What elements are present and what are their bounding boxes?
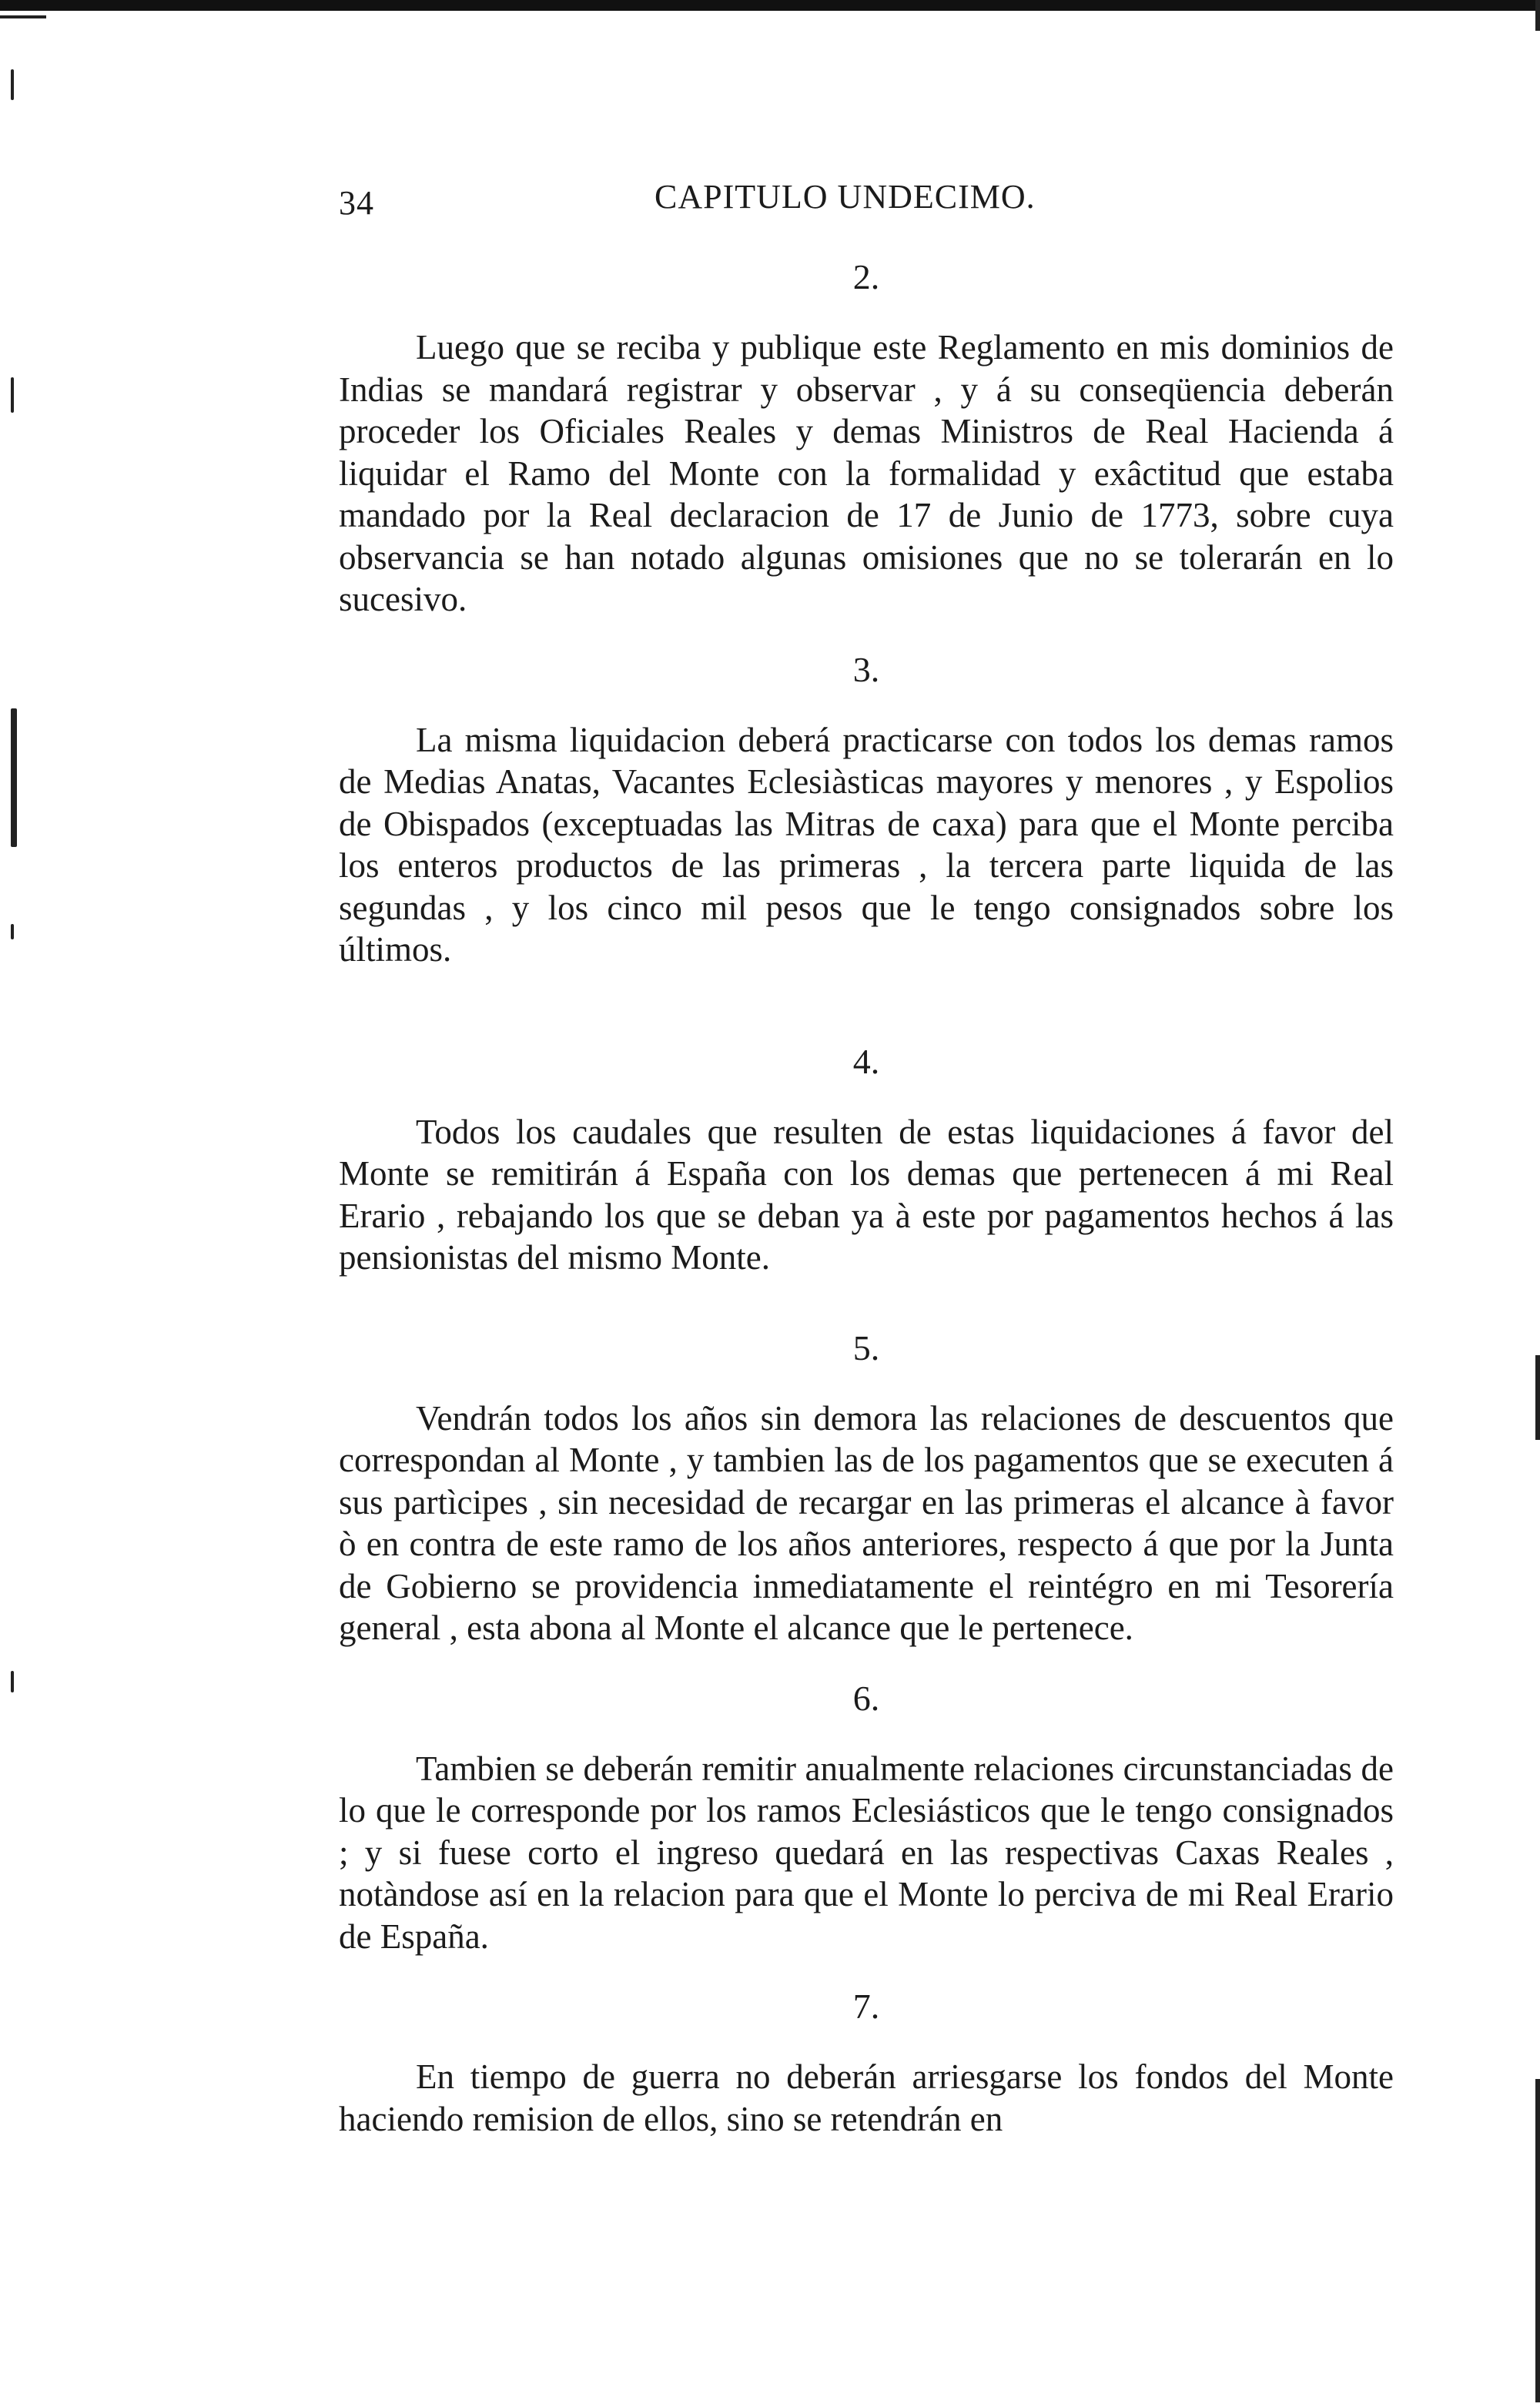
article-paragraph: Vendrán todos los años sin demora las relaciones de descuentos que correspondan al Monte , y tambien las de los pagamentos que se executen á sus partìcipes , sin necesidad de recargar en las primeras el alcance à favor ò en contra de este ramo de los años anteriores, respecto á que por la Junta de Gobierno se providencia inmediatamente el reintégro en mi Tesorería general , esta abona al Monte el alcance que le pertenece.	[339, 1398, 1394, 1647]
margin-speck	[11, 69, 14, 100]
article-paragraph: La misma liquidacion deberá practicarse con todos los demas ramos de Medias Anatas, Vacantes Eclesiàsticas mayores y menores , y Espolios de Obispados (exceptuadas las Mitras de caxa) para que el Monte perciba los enteros productos de las primeras , la tercera parte liquida de las segundas , y los cinco mil pesos que le tengo consignados sobre los últimos.	[339, 720, 1394, 969]
margin-speck	[11, 924, 14, 939]
article-paragraph: Todos los caudales que resulten de estas liquidaciones á favor del Monte se remitirán á España con los demas que pertenecen á mi Real Erario , rebajando los que se deban ya à este por pagamentos hechos á las pensionistas del mismo Monte.	[339, 1112, 1394, 1277]
book-page	[339, 169, 1394, 2140]
margin-speck	[11, 377, 14, 413]
section-number: 7.	[852, 1987, 880, 2026]
article-paragraph: Luego que se reciba y publique este Reglamento en mis dominios de Indias se mandará registrar y observar , y á su conseqüencia deberán proceder los Oficiales Reales y demas Ministros de Real Hacienda á liquidar el Ramo del Monte con la formalidad y exâctitud que estaba mandado por la Real declaracion de 17 de Junio de 1773, sobre cuya observancia se han notado algunas omisiones que no se tolerarán en lo sucesivo.	[339, 328, 1394, 618]
right-page-edge	[1535, 1355, 1540, 1440]
margin-speck	[11, 708, 17, 847]
running-head: CAPITULO UNDECIMO.	[654, 178, 1036, 216]
page-number: 34	[339, 184, 374, 222]
section-number: 5.	[852, 1327, 880, 1368]
right-page-edge	[1535, 0, 1540, 31]
margin-speck	[11, 1671, 14, 1692]
section-number: 3.	[852, 649, 880, 689]
section-number: 4.	[852, 1041, 880, 1081]
article-paragraph: Tambien se deberán remitir anualmente relaciones circunstanciadas de lo que le corresponde por los ramos Eclesiásticos que le tengo consignados ; y si fuese corto el ingreso quedará en las respectivas Caxas Reales , notàndose así en la relacion para que el Monte lo perciva de mi Real Erario de España.	[339, 1749, 1394, 1956]
page-header	[339, 169, 1394, 223]
top-border-rule	[0, 0, 1540, 11]
right-page-edge	[1535, 2079, 1540, 2402]
section-number: 2.	[852, 257, 880, 296]
top-border-tick	[0, 15, 46, 18]
section-number: 6.	[852, 1678, 880, 1718]
article-paragraph: En tiempo de guerra no deberán arriesgarse los fondos del Monte haciendo remision de ellos, sino se retendrán en	[339, 2057, 1394, 2138]
